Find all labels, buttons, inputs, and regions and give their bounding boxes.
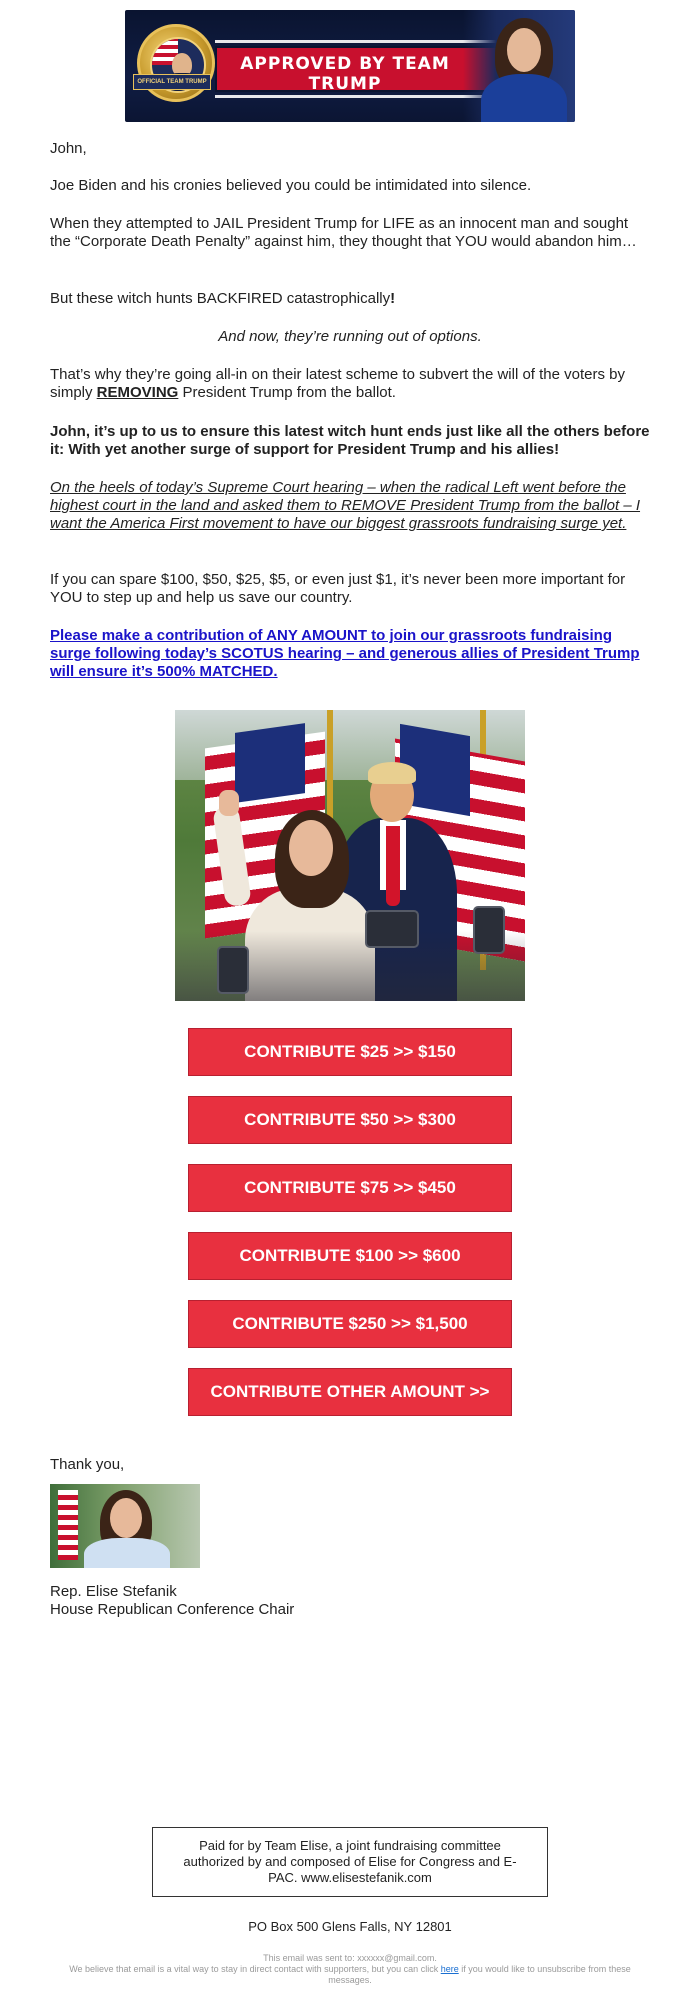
paragraph-3-text: But these witch hunts BACKFIRED catastrophically [50,290,391,307]
seal-ribbon-label: OFFICIAL TEAM TRUMP [133,74,211,90]
phone-camera-icon [217,946,249,994]
man-tie [386,826,400,906]
signer-name: Rep. Elise Stefanik [50,1583,177,1600]
man-hair [368,762,416,784]
header-banner [125,10,575,122]
contribute-75-button[interactable]: CONTRIBUTE $75 >> $450 [188,1164,512,1212]
portrait-dress [481,74,567,122]
sent-to-notice: This email was sent to: xxxxxx@gmail.com. [263,1953,437,1963]
paragraph-6: John, it’s up to us to ensure this latest witch hunt ends just like all the others before it: With yet another surge of support for President Trump and his allies! [50,423,650,458]
cta-paragraph [50,627,650,681]
thumbs-up-hand [219,790,239,816]
paragraph-7: On the heels of today’s Supreme Court hearing – when the radical Left went before the highest court in the land and asked them to REMOVE President Trump from the ballot – I want the America First movement to have our biggest grassroots fundraising surge yet. [50,479,641,532]
banner-title: APPROVED BY TEAM TRUMP [240,54,450,94]
phone-camera-icon [473,906,505,954]
rally-photo[interactable] [175,710,525,1001]
banner-portrait-image [463,10,575,122]
contribute-50-button[interactable]: CONTRIBUTE $50 >> $300 [188,1096,512,1144]
contribute-100-button[interactable]: CONTRIBUTE $100 >> $600 [188,1232,512,1280]
signer-photo [50,1484,200,1568]
unsubscribe-notice [50,1964,650,1986]
official-seal-icon [137,24,215,102]
thank-you-text: Thank you, [50,1456,125,1473]
paragraph-4: And now, they’re running out of options. [218,328,482,345]
paragraph-3-exclaim: ! [390,290,396,307]
signer-face [110,1498,142,1538]
phone-camera-icon [365,910,419,948]
paragraph-1: Joe Biden and his cronies believed you could be intimidated into silence. [50,177,532,194]
contribute-25-button[interactable]: CONTRIBUTE $25 >> $150 [188,1028,512,1076]
paid-for-disclaimer: Paid for by Team Elise, a joint fundraising committee authorized by and composed of Elise for Congress and E-PAC. www.elisestefanik.com [152,1827,548,1897]
signer-title: House Republican Conference Chair [50,1601,295,1618]
contribute-link[interactable]: Please make a contribution of ANY AMOUNT to join our grassroots fundraising surge following today’s SCOTUS hearing – and generous allies of President Trump will ensure it’s 500% MATCHED. [50,627,640,680]
signer-shirt [84,1538,170,1568]
contribute-250-button[interactable]: CONTRIBUTE $250 >> $1,500 [188,1300,512,1348]
unsubscribe-text-b: if you would like to unsubscribe from these messages. [328,1964,631,1985]
paragraph-5-text-a: That’s why they’re going all-in on their latest scheme to subvert the will of the voters by simply [50,366,626,401]
greeting: John, [50,140,87,157]
contribute-other-amount-button[interactable]: CONTRIBUTE OTHER AMOUNT >> [188,1368,512,1416]
paragraph-3 [50,290,650,308]
paragraph-5 [50,366,650,402]
unsubscribe-link[interactable]: here [440,1964,459,1974]
mailing-address: PO Box 500 Glens Falls, NY 12801 [248,1919,452,1934]
paragraph-2: When they attempted to JAIL President Trump for LIFE as an innocent man and sought the “Corporate Death Penalty” against him, they thought that YOU would abandon him… [50,215,637,250]
paragraph-5-text-c: President Trump from the ballot. [178,384,396,401]
paragraph-8: If you can spare $100, $50, $25, $5, or even just $1, it’s never been more important for YOU to step up and help us save our country. [50,571,626,606]
signer-flag-icon [58,1490,78,1560]
flag-canton-left [235,723,305,803]
paragraph-5-emphasis: REMOVING [96,384,179,401]
portrait-face [507,28,541,72]
woman-face [289,820,333,876]
unsubscribe-text-a: We believe that email is a vital way to stay in direct contact with supporters, but you can click [69,1964,441,1974]
